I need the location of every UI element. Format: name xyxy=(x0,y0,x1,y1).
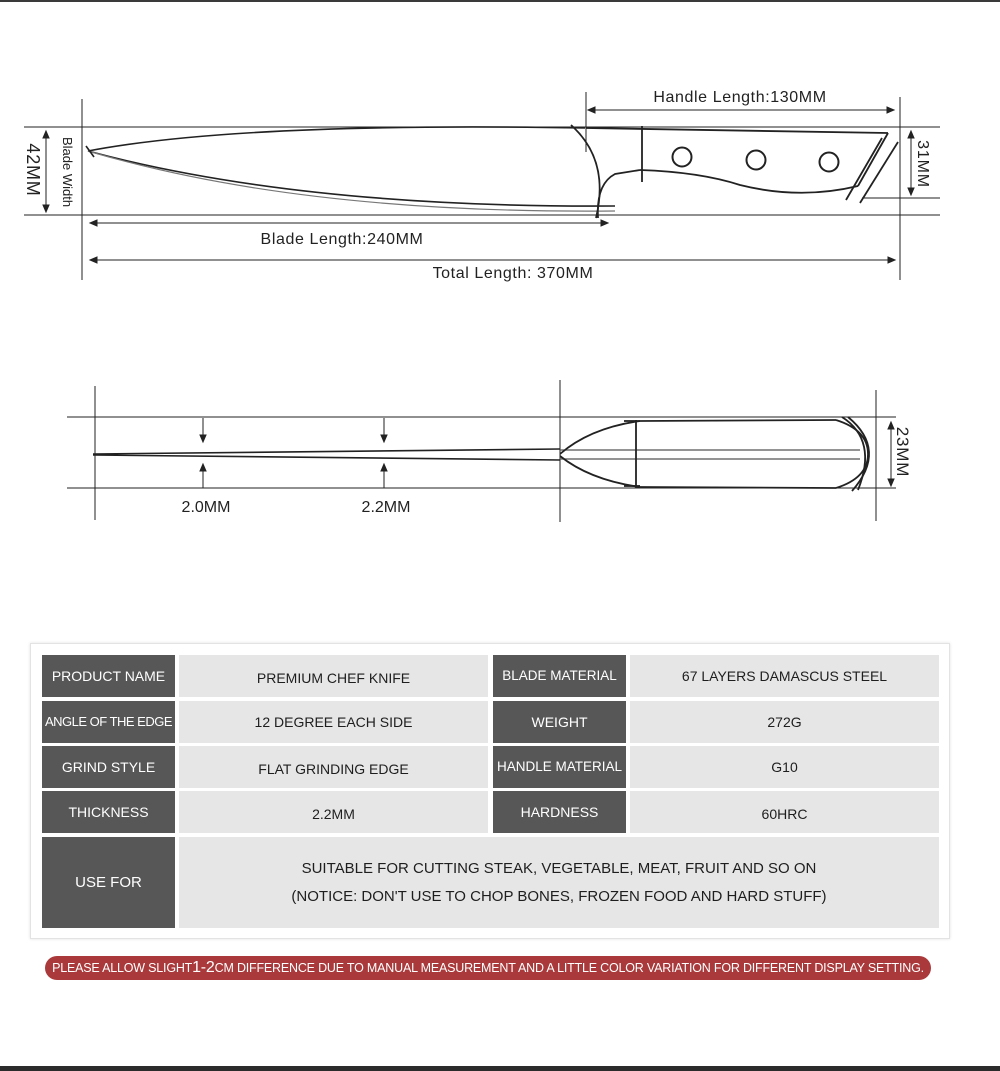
handle-length-label: Handle Length:130MM xyxy=(653,89,827,106)
handle-thickness-label: 23MM xyxy=(893,426,912,478)
notice-text-after: CM DIFFERENCE DUE TO MANUAL MEASUREMENT AND A LITTLE COLOR VARIATION FOR DIFFERENT DISPLAY SETTING. xyxy=(214,961,924,975)
spec-key-blade-material: BLADE MATERIAL xyxy=(493,655,626,697)
blade-side-outline xyxy=(93,449,860,460)
blade-width-value: 42MM xyxy=(23,143,43,197)
measurement-notice-banner xyxy=(45,956,931,980)
spec-value-blade-material: 67 LAYERS DAMASCUS STEEL xyxy=(630,655,939,697)
notice-highlight: 1-2 xyxy=(192,959,215,976)
spec-value-use-for xyxy=(179,837,939,928)
spec-value-hardness: 60HRC xyxy=(630,791,939,833)
use-for-line-1: SUITABLE FOR CUTTING STEAK, VEGETABLE, MEAT, FRUIT AND SO ON xyxy=(301,860,817,878)
spec-value-product-name: PREMIUM CHEF KNIFE xyxy=(179,655,488,697)
handle-side-outline xyxy=(560,417,869,491)
bottom-border xyxy=(0,1066,1000,1071)
spec-key-weight: WEIGHT xyxy=(493,701,626,743)
spec-key-thickness: THICKNESS xyxy=(42,791,175,833)
spec-key-hardness: HARDNESS xyxy=(493,791,626,833)
spec-key-handle-material: HANDLE MATERIAL xyxy=(493,746,626,788)
spec-value-grind-style: FLAT GRINDING EDGE xyxy=(179,746,488,788)
use-for-line-2: (NOTICE: DON'T USE TO CHOP BONES, FROZEN FOOD AND HARD STUFF) xyxy=(291,887,827,905)
spec-key-grind-style: GRIND STYLE xyxy=(42,746,175,788)
total-length-label: Total Length: 370MM xyxy=(432,265,594,282)
notice-text-before: PLEASE ALLOW SLIGHT xyxy=(52,961,193,975)
spec-key-product-name: PRODUCT NAME xyxy=(42,655,175,697)
blade-width-label: Blade Width xyxy=(60,136,75,208)
handle-height-value: 31MM xyxy=(914,140,931,188)
blade-length-label: Blade Length:240MM xyxy=(260,231,424,248)
spec-value-thickness: 2.2MM xyxy=(179,791,488,833)
spec-key-edge-angle: ANGLE OF THE EDGE xyxy=(42,701,175,743)
specification-table xyxy=(30,643,950,939)
spec-value-weight: 272G xyxy=(630,701,939,743)
spec-value-edge-angle: 12 DEGREE EACH SIDE xyxy=(179,701,488,743)
thickness-label-1: 2.0MM xyxy=(181,499,231,516)
spec-key-use-for: USE FOR xyxy=(42,837,175,928)
spec-value-handle-material: G10 xyxy=(630,746,939,788)
thickness-label-2: 2.2MM xyxy=(361,499,411,516)
